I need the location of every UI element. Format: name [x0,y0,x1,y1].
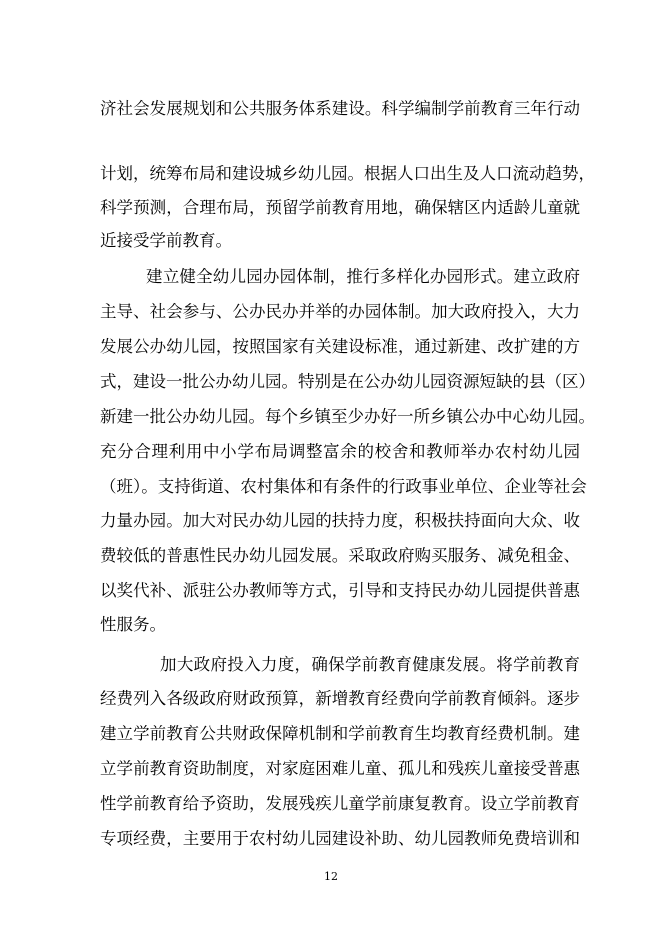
paragraph-line: 专项经费，主要用于农村幼儿园建设补助、幼儿园教师免费培训和 [100,829,580,848]
paragraph-line: 性学前教育给予资助，发展残疾儿童学前康复教育。设立学前教育 [100,794,580,813]
paragraph-line: 力量办园。加大对民办幼儿园的扶持力度，积极扶持面向大众、收 [100,511,580,530]
paragraph-line: 近接受学前教育。 [100,231,232,250]
paragraph-line: 发展公办幼儿园，按照国家有关建设标准，通过新建、改扩建的方 [100,337,580,356]
paragraph-line: 主导、社会参与、公办民办并举的办园体制。加大政府投入，大力 [100,302,580,321]
page-number: 12 [324,870,338,883]
paragraph-line: 建立学前教育公共财政保障机制和学前教育生均教育经费机制。建 [100,724,580,743]
paragraph-line: 充分合理利用中小学布局调整富余的校舍和教师举办农村幼儿园 [100,442,580,461]
paragraph-line: 以奖代补、派驻公办教师等方式，引导和支持民办幼儿园提供普惠 [100,581,580,600]
paragraph-line: 科学预测，合理布局，预留学前教育用地，确保辖区内适龄儿童就 [100,198,580,217]
paragraph-line: 式，建设一批公办幼儿园。特别是在公办幼儿园资源短缺的县（区） [100,372,595,391]
paragraph-line: 建立健全幼儿园办园体制，推行多样化办园形式。建立政府 [146,267,580,286]
paragraph-line: 新建一批公办幼儿园。每个乡镇至少办好一所乡镇公办中心幼儿园。 [100,407,595,426]
paragraph-line: 计划，统筹布局和建设城乡幼儿园。根据人口出生及人口流动趋势， [100,164,595,183]
paragraph-line: 立学前教育资助制度，对家庭困难儿童、孤儿和残疾儿童接受普惠 [100,759,580,778]
paragraph-line: 性服务。 [100,615,166,634]
paragraph-line: 加大政府投入力度，确保学前教育健康发展。将学前教育 [160,655,580,674]
paragraph-line: （班）。支持街道、农村集体和有条件的行政事业单位、企业等社会 [100,477,587,496]
paragraph-line: 经费列入各级政府财政预算，新增教育经费向学前教育倾斜。逐步 [100,689,580,708]
paragraph-line: 济社会发展规划和公共服务体系建设。科学编制学前教育三年行动 [100,99,580,118]
paragraph-line: 费较低的普惠性民办幼儿园发展。采取政府购买服务、减免租金、 [100,546,580,565]
